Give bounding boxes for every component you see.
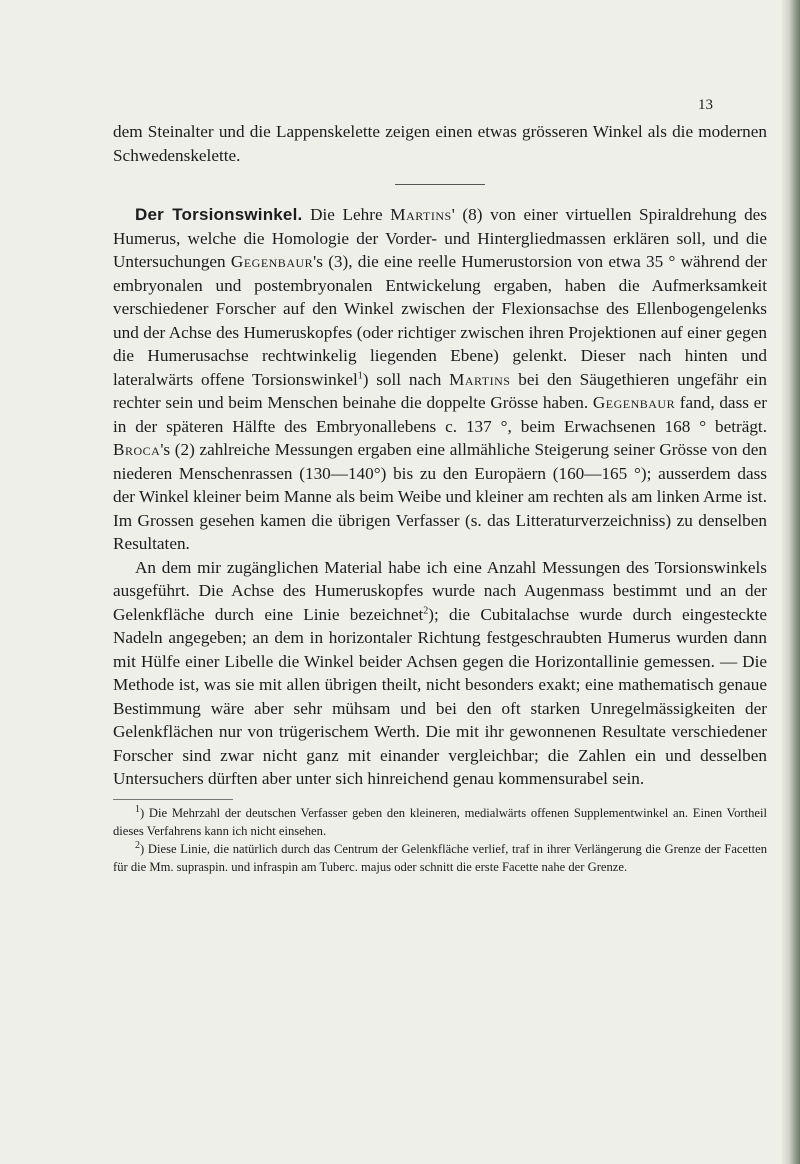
intro-paragraph: dem Steinalter und die Lappenskelette zeigen einen etwas grösseren Winkel als die modernen Schwedenskelette. [113,122,767,165]
p1-part-c: 's (3), die eine reelle Humerustorsion von etwa 35 ° während der embryonalen und postembryonalen Entwickelung ergaben, haben die Aufmerksamkeit verschiedener Forscher auf den Winkel zwischen der Flexionsachse des Ellenbogengelenks und der Achse des Humeruskopfes (oder richtiger zwischen ihren Projektionen auf einer gegen die Humerusachse rechtwinkelig liegenden Ebene) gelenkt. Dieser nach hinten und lateralwärts offene Torsionswinkel [113,252,767,389]
p2-part-a: An dem mir zugänglichen Material habe ich eine Anzahl Messungen des Torsionswinkels ausgeführt. Die Achse des Humeruskopfes wurde nach Augenmass bestimmt und an der Gelenkfläche durch eine Linie bezeichnet [113,557,767,624]
footnote-ref-2: 2 [423,604,429,616]
p1-part-a: Die Lehre [302,205,391,224]
footnote-1-text: ) Die Mehrzahl der deutschen Verfasser geben den kleineren, medialwärts offenen Supplementwinkel an. Einen Vortheil dieses Verfahrens kann ich nicht einsehen. [113,805,767,838]
p2-part-b: ); die Cubitalachse wurde durch eingesteckte Nadeln angegeben; an dem in horizontaler Richtung festgeschraubten Humerus wurden dann mit Hülfe einer Libelle die Winkel beider Achsen gegen die Horizontallinie gemessen. — Die Methode ist, was sie mit allen übrigen theilt, nicht besonders exakt; eine mathematisch genaue Bestimmung wäre aber sehr mühsam und bei den oft starken Unregelmässigkeiten der Gelenkflächen nur von trügerischem Werth. Die mit ihr gewonnenen Resultate verschiedener Forscher sind zwar nicht ganz mit einander vergleichbar; die Zahlen ein und desselben Untersuchers dürften aber unter sich hinreichend genau kommensurabel sein. [113,604,767,788]
p1-part-f: fand, dass er in der späteren Hälfte des Embryonallebens c. 137 °, beim Erwachsenen 168 ° beträgt. [113,393,767,436]
footnotes [113,804,767,876]
section-heading: Der Torsionswinkel. [135,205,303,224]
author-gegenbaur: Gegenbaur [230,252,314,271]
author-martins: Martins [390,205,452,224]
page-edge [782,0,800,1164]
author-gegenbaur-2: Gegenbaur [592,393,676,412]
footnote-rule [113,799,233,800]
p1-part-d: ) soll nach [362,369,450,389]
section-divider [395,184,485,185]
section-paragraph-2 [113,556,767,791]
footnote-2 [113,840,767,876]
author-martins-2: Martins [449,369,511,389]
page-number: 13 [698,97,713,113]
footnote-ref-1: 1 [357,369,363,381]
author-broca: Broca [113,440,161,459]
footnote-2-mark: 2 [135,839,140,851]
p1-part-e: bei den Säugethieren ungefähr ein rechter sein und beim Menschen beinahe die doppelte Grösse haben. [113,369,767,412]
footnote-2-text: ) Diese Linie, die natürlich durch das Centrum der Gelenkfläche verlief, traf in ihrer Verlängerung die Grenze der Facetten für die Mm. supraspin. und infraspin am Tuberc. majus oder schnitt die erste Facette nahe der Grenze. [113,841,767,874]
body-text [113,120,767,876]
footnote-1 [113,804,767,840]
p1-part-g: 's (2) zahlreiche Messungen ergaben eine allmähliche Steigerung seiner Grösse von den niederen Menschenrassen (130—140°) bis zu den Europäern (160—165 °); ausserdem dass der Winkel kleiner beim Manne als beim Weibe und kleiner am rechten als am linken Arme ist. Im Grossen gesehen kamen die übrigen Verfasser (s. das Litteraturverzeichniss) zu denselben Resultaten. [113,440,767,553]
section-paragraph-1 [113,203,767,556]
p1-part-b: ' (8) von einer virtuellen Spiraldrehung des Humerus, welche die Homologie der Vorder- und Hintergliedmassen erklären soll, und die Untersuchungen [113,205,767,271]
footnote-1-mark: 1 [135,803,140,815]
